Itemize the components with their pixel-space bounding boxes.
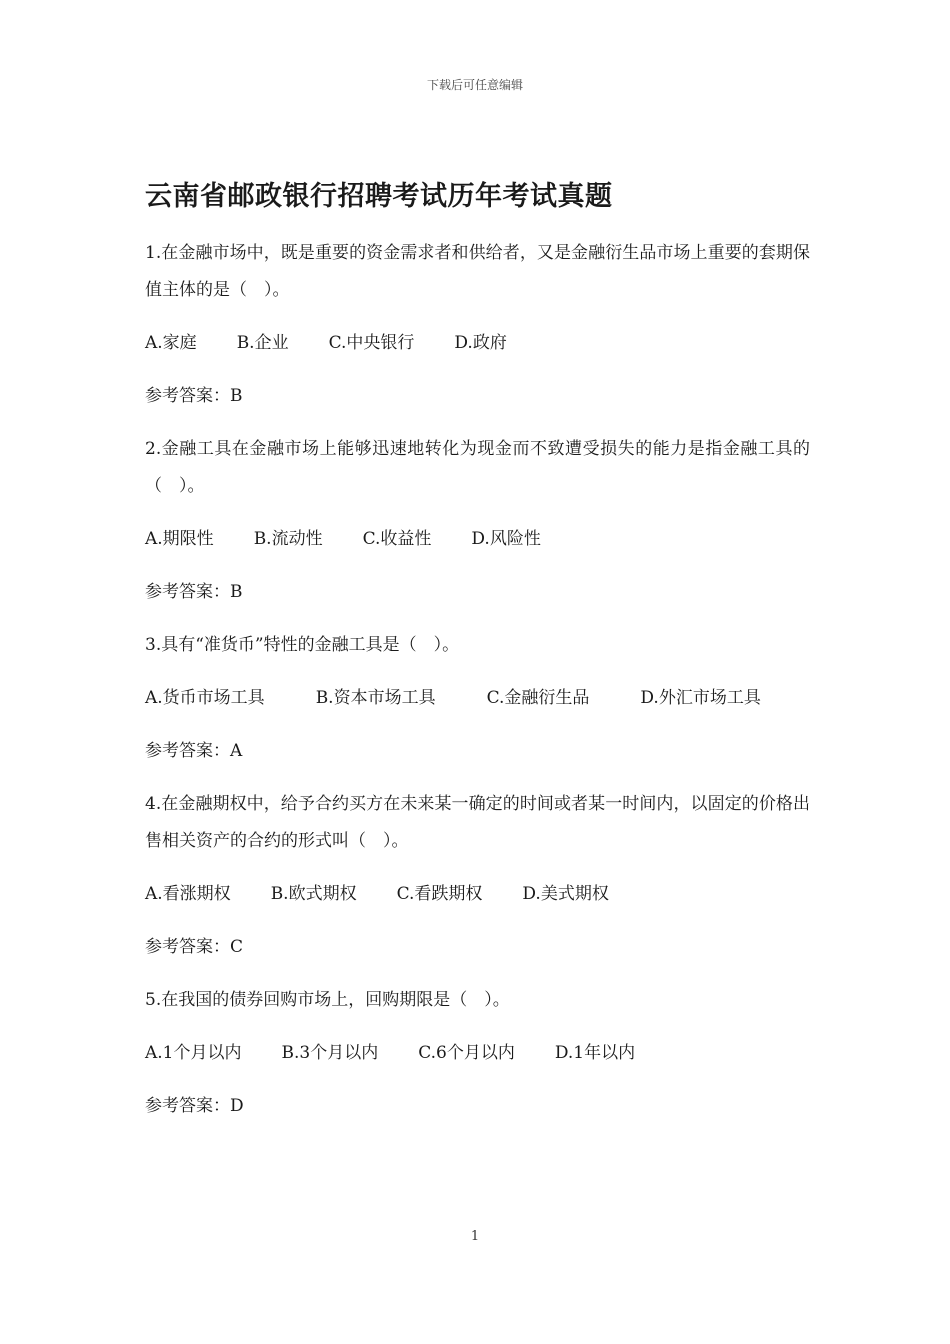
option-d: D.1年以内 xyxy=(554,1043,636,1063)
option-b: B.流动性 xyxy=(253,529,323,549)
question-options-wrapped xyxy=(145,680,810,717)
question-stem: 5.在我国的债券回购市场上，回购期限是（ ）。 xyxy=(145,990,510,1010)
question-stem: 2.金融工具在金融市场上能够迅速地转化为现金而不致遭受损失的能力是指金融工具的（ ）。 xyxy=(145,439,810,496)
option-a: A.家庭 xyxy=(145,333,197,353)
answer-line: 参考答案：B xyxy=(145,386,243,406)
answer-line: 参考答案：C xyxy=(145,937,244,957)
question-stem: 3.具有“准货币”特性的金融工具是（ ）。 xyxy=(145,635,460,655)
option-b: B.欧式期权 xyxy=(270,884,357,904)
question-options xyxy=(145,876,810,913)
option-c: C.金融衍生品 xyxy=(486,688,590,708)
question-1 xyxy=(145,235,810,415)
question-4 xyxy=(145,786,810,966)
option-a: A.看涨期权 xyxy=(145,884,231,904)
answer-line: 参考答案：B xyxy=(145,582,243,602)
option-d: D.政府 xyxy=(454,333,507,353)
option-b: B.资本市场工具 xyxy=(315,688,436,708)
question-options xyxy=(145,325,810,362)
option-c: C.看跌期权 xyxy=(396,884,483,904)
option-b: B.企业 xyxy=(236,333,289,353)
option-a: A.1个月以内 xyxy=(145,1043,242,1063)
option-a: A.期限性 xyxy=(145,529,214,549)
option-c: C.收益性 xyxy=(362,529,432,549)
page-number: 1 xyxy=(470,1229,480,1244)
question-2 xyxy=(145,431,810,611)
question-options xyxy=(145,521,810,558)
question-3 xyxy=(145,627,810,770)
option-d: D.外汇市场工具 xyxy=(640,688,761,708)
header-note: 下载后可任意编辑 xyxy=(426,78,523,92)
option-a: A.货币市场工具 xyxy=(145,688,265,708)
question-options xyxy=(145,1035,810,1072)
option-d: D.风险性 xyxy=(471,529,541,549)
question-stem: 4.在金融期权中，给予合约买方在未来某一确定的时间或者某一时间内，以固定的价格出售相关资产的合约的形式叫（ ）。 xyxy=(145,794,810,851)
option-b: B.3个月以内 xyxy=(281,1043,379,1063)
option-c: C.6个月以内 xyxy=(418,1043,515,1063)
document-body xyxy=(145,176,810,1141)
question-stem: 1.在金融市场中，既是重要的资金需求者和供给者，又是金融衍生品市场上重要的套期保值主体的是（ ）。 xyxy=(145,243,810,300)
answer-line: 参考答案：D xyxy=(145,1096,244,1116)
option-c: C.中央银行 xyxy=(328,333,415,353)
document-title: 云南省邮政银行招聘考试历年考试真题 xyxy=(145,181,613,212)
option-d: D.美式期权 xyxy=(522,884,609,904)
answer-line: 参考答案：A xyxy=(145,741,243,761)
question-5 xyxy=(145,982,810,1125)
